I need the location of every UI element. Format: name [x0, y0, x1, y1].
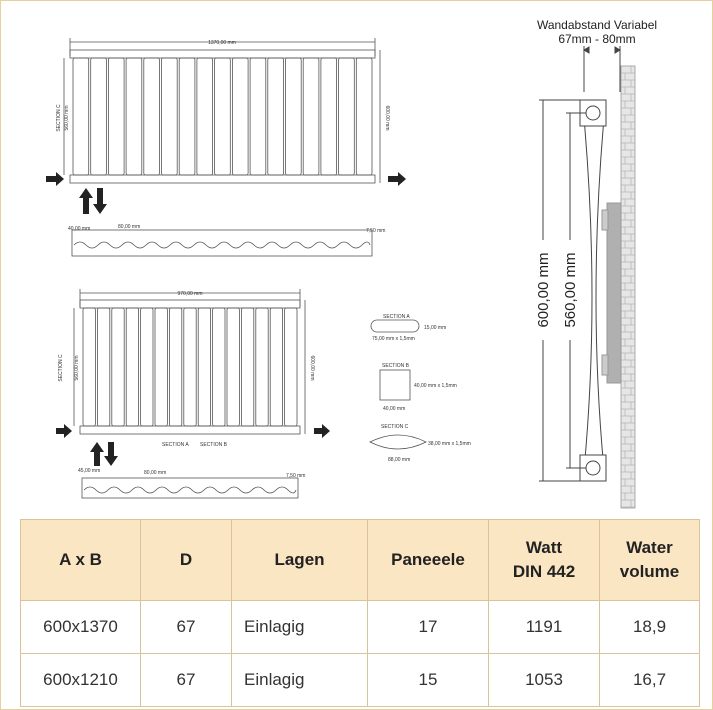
top-section-c-label: SECTION C: [56, 104, 62, 132]
radiator-panel: [321, 58, 337, 175]
bottom-radiator: [74, 289, 305, 498]
top-bottom-bar: [70, 175, 375, 183]
spec-table: [20, 519, 700, 707]
radiator-panel: [232, 58, 248, 175]
cell-axb: 600x1370: [21, 601, 141, 654]
cell-watt: 1191: [489, 601, 600, 654]
radiator-panel: [126, 308, 138, 426]
table-row: [21, 654, 700, 707]
header-watt: [489, 520, 600, 601]
radiator-panel: [270, 308, 282, 426]
top-dim-3: 7,50 mm: [366, 228, 386, 234]
tube-left-edge: [584, 118, 592, 470]
radiator-panel: [169, 308, 181, 426]
outlet-arrow-icon: [314, 424, 330, 438]
header-text: Paneeele: [391, 550, 465, 569]
top-profile-box: [72, 230, 372, 256]
bottom-flow-arrows: [56, 424, 330, 466]
bottom-height-right-label: 600,00 mm: [309, 355, 315, 381]
bottom-section-a-label: SECTION A: [162, 442, 189, 448]
bottom-dim-3: 7,50 mm: [286, 473, 306, 479]
top-height-right-label: 600,00 mm: [384, 105, 390, 131]
bracket-clip: [602, 355, 608, 375]
radiator-panel: [108, 58, 124, 175]
spacing-arrow-icon: [615, 47, 620, 53]
header-text: D: [179, 550, 193, 569]
radiator-panel: [339, 58, 355, 175]
section-c-shape: [370, 435, 426, 449]
dim-inner-label: 560,00 mm: [562, 252, 579, 328]
bottom-width-label: 970,00 mm: [177, 291, 203, 297]
cell-lagen: Einlagig: [232, 654, 368, 707]
radiator-panel: [241, 308, 253, 426]
radiator-panel: [155, 308, 167, 426]
cell-paneeele: 17: [368, 601, 489, 654]
section-c-dim2: 88,00 mm: [388, 457, 411, 463]
table-header-row: [21, 520, 700, 601]
radiator-panel: [250, 58, 266, 175]
bottom-bottom-bar: [80, 426, 300, 434]
section-b-dim2: 40,00 mm: [383, 406, 406, 412]
header-text: Lagen: [274, 550, 325, 569]
outlet-arrow-icon: [388, 172, 406, 186]
bottom-panels: [83, 308, 297, 426]
header-text: volume: [619, 562, 680, 581]
header-text: DIN 442: [512, 562, 576, 581]
top-dim-2: 80,00 mm: [118, 224, 141, 230]
radiator-panel: [356, 58, 372, 175]
radiator-panel: [215, 58, 231, 175]
brick-wall: [621, 66, 635, 508]
radiator-panel: [213, 308, 225, 426]
bottom-height-left-label: 560,00 mm: [74, 355, 80, 381]
radiator-panel: [83, 308, 95, 426]
header-d: [141, 520, 232, 601]
header-axb: [21, 520, 141, 601]
section-b-dim1: 40,00 mm x 1,5mm: [414, 383, 457, 389]
section-a-shape: [371, 320, 419, 332]
top-height-left-label: 560,00 mm: [64, 105, 70, 131]
top-dim-1: 40,00 mm: [68, 226, 91, 232]
section-a-dim2: 75,00 mm x 1,5mm: [372, 336, 415, 342]
radiator-panel: [197, 58, 213, 175]
radiator-panel: [162, 58, 178, 175]
wall-background: [621, 66, 635, 508]
radiator-panel: [227, 308, 239, 426]
bottom-header-bar: [80, 300, 300, 308]
radiator-panel: [285, 308, 297, 426]
bottom-dim-1: 45,00 mm: [78, 468, 101, 474]
side-title-line2: 67mm - 80mm: [558, 32, 636, 46]
bottom-dim-2: 80,00 mm: [144, 470, 167, 476]
section-c-title: SECTION C: [381, 424, 409, 430]
cell-lagen: Einlagig: [232, 601, 368, 654]
section-a-dim1: 15,00 mm: [424, 325, 447, 331]
wall-bracket: [607, 203, 621, 383]
cell-axb: 600x1210: [21, 654, 141, 707]
radiator-panel: [97, 308, 109, 426]
header-text: Water: [626, 538, 673, 557]
bottom-profile-wave: [84, 487, 296, 493]
radiator-panel: [303, 58, 319, 175]
bottom-section-c-label: SECTION C: [58, 354, 64, 382]
up-arrow-icon: [79, 188, 93, 214]
table-row: [21, 601, 700, 654]
header-lagen: [232, 520, 368, 601]
section-c-dim1: 38,00 mm x 1,5mm: [428, 441, 471, 447]
radiator-panel: [286, 58, 302, 175]
section-b-title: SECTION B: [382, 363, 409, 369]
header-water-volume: [600, 520, 700, 601]
bracket-clip: [602, 210, 608, 230]
radiator-panel: [126, 58, 142, 175]
header-text: Watt: [525, 538, 563, 557]
cell-water-volume: 16,7: [600, 654, 700, 707]
top-flow-arrows: [46, 172, 406, 214]
header-text: A x B: [59, 550, 102, 569]
radiator-panel: [141, 308, 153, 426]
top-radiator: [64, 38, 380, 256]
side-title-line1: Wandabstand Variabel: [536, 18, 658, 32]
radiator-panel: [268, 58, 284, 175]
tube-right-edge: [596, 118, 604, 470]
spacing-arrow-icon: [584, 47, 589, 53]
down-arrow-icon: [93, 188, 107, 214]
inlet-arrow-icon: [56, 424, 72, 438]
radiator-panel: [179, 58, 195, 175]
top-profile-wave: [74, 242, 370, 248]
radiator-panel: [73, 58, 89, 175]
radiator-panel: [112, 308, 124, 426]
top-width-label: 1370,00 mm: [208, 40, 236, 46]
section-a-title: SECTION A: [383, 314, 410, 320]
radiator-panel: [184, 308, 196, 426]
radiator-panel: [91, 58, 107, 175]
dim-outer-label: 600,00 mm: [535, 252, 552, 328]
cell-watt: 1053: [489, 654, 600, 707]
radiator-panel: [198, 308, 210, 426]
cell-d: 67: [141, 654, 232, 707]
cell-paneeele: 15: [368, 654, 489, 707]
section-b-shape: [380, 370, 410, 400]
cell-water-volume: 18,9: [600, 601, 700, 654]
cell-d: 67: [141, 601, 232, 654]
radiator-panel: [256, 308, 268, 426]
down-arrow-icon: [104, 442, 118, 466]
up-arrow-icon: [90, 442, 104, 466]
inlet-arrow-icon: [46, 172, 64, 186]
top-header-bar: [70, 50, 375, 58]
bottom-section-b-label: SECTION B: [200, 442, 227, 448]
radiator-panel: [144, 58, 160, 175]
header-paneeele: [368, 520, 489, 601]
top-panels: [73, 58, 372, 175]
